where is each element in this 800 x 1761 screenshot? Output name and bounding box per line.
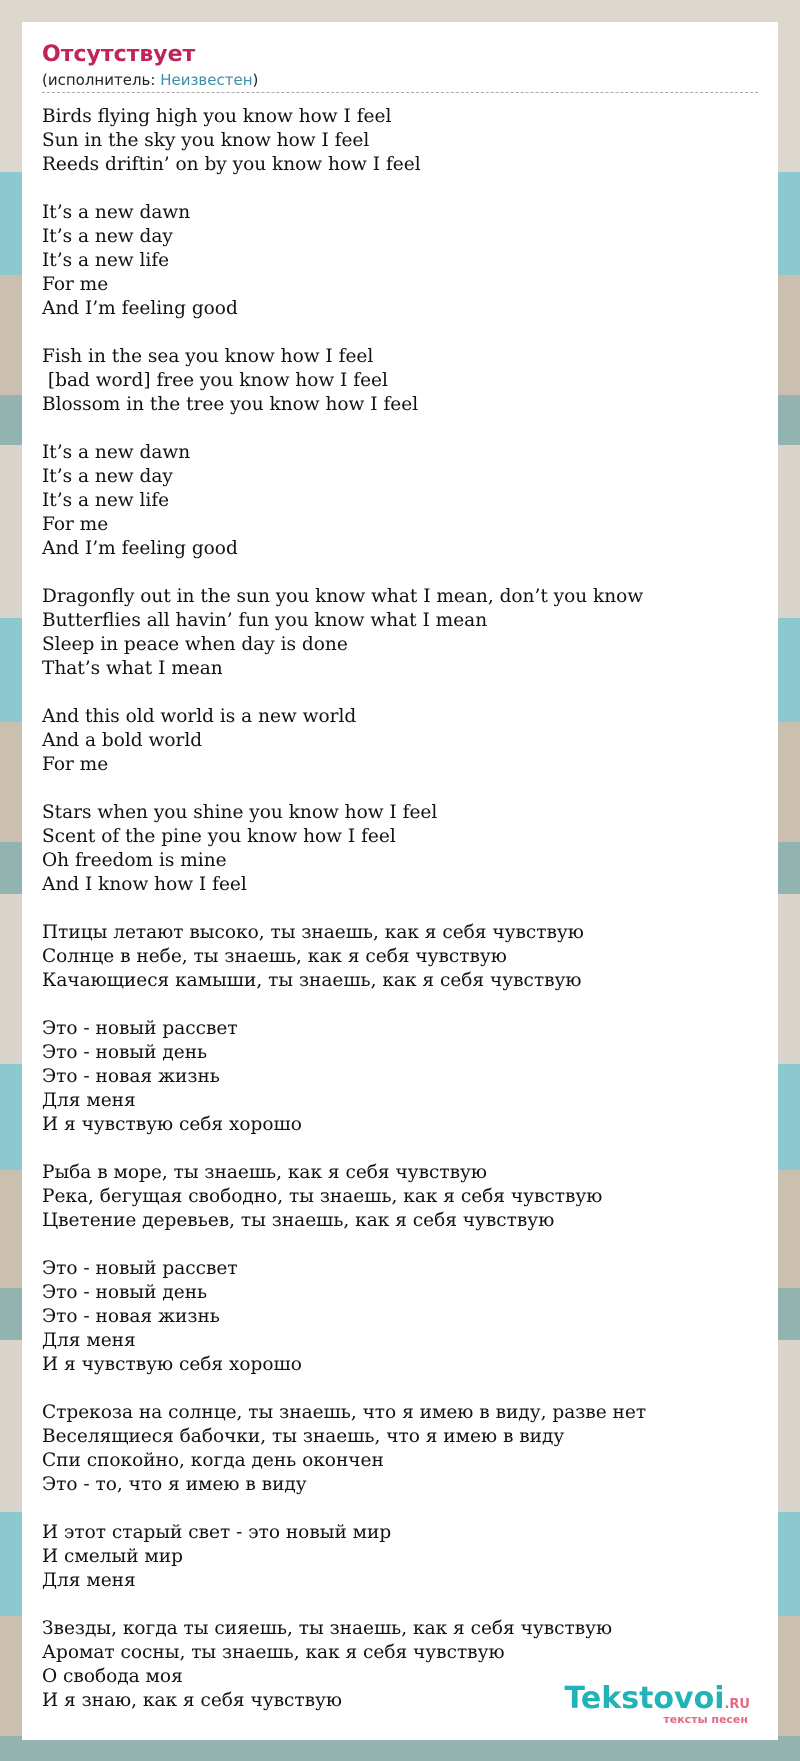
lyric-line: And I’m feeling good — [42, 298, 238, 319]
lyric-line: And this old world is a new world — [42, 706, 357, 727]
lyric-line: И смелый мир — [42, 1546, 183, 1567]
lyric-line: Dragonfly out in the sun you know what I mean, don’t you know — [42, 586, 644, 607]
lyric-line: Это - новый день — [42, 1042, 208, 1063]
lyric-line: And I know how I feel — [42, 874, 247, 895]
byline-suffix: ) — [252, 71, 259, 89]
lyric-line: Спи спокойно, когда день окончен — [42, 1450, 384, 1471]
lyrics-text — [42, 105, 758, 1713]
lyric-line: Это - новый рассвет — [42, 1018, 238, 1039]
lyric-line: И этот старый свет - это новый мир — [42, 1522, 392, 1543]
lyric-line — [42, 321, 758, 345]
lyric-line: It’s a new life — [42, 490, 170, 511]
lyric-line: For me — [42, 514, 109, 535]
lyric-line: И я чувствую себя хорошо — [42, 1354, 302, 1375]
lyric-line: Blossom in the tree you know how I feel — [42, 394, 419, 415]
artist-byline — [42, 70, 758, 93]
lyric-line: Это - новая жизнь — [42, 1066, 220, 1087]
lyric-line: Птицы летают высоко, ты знаешь, как я себя чувствую — [42, 922, 584, 943]
lyric-line — [42, 417, 758, 441]
lyric-line: Scent of the pine you know how I feel — [42, 826, 396, 847]
lyric-line: Это - то, что я имею в виду — [42, 1474, 307, 1495]
lyric-line: And a bold world — [42, 730, 203, 751]
site-logo[interactable] — [564, 1681, 750, 1726]
lyric-line: Fish in the sea you know how I feel — [42, 346, 374, 367]
lyric-line: Солнце в небе, ты знаешь, как я себя чувствую — [42, 946, 507, 967]
lyric-line: Звезды, когда ты сияешь, ты знаешь, как я себя чувствую — [42, 1618, 613, 1639]
lyric-line: Butterflies all havin’ fun you know what I mean — [42, 610, 488, 631]
lyric-line — [42, 1137, 758, 1161]
lyric-line: That’s what I mean — [42, 658, 223, 679]
lyric-line: Stars when you shine you know how I feel — [42, 802, 438, 823]
lyric-line: It’s a new day — [42, 226, 173, 247]
lyric-line: Birds flying high you know how I feel — [42, 106, 392, 127]
lyric-line — [42, 1593, 758, 1617]
lyric-line — [42, 681, 758, 705]
lyric-line: For me — [42, 274, 109, 295]
logo-name: Tekstovoi — [564, 1681, 725, 1716]
lyric-line: Веселящиеся бабочки, ты знаешь, что я имею в виду — [42, 1426, 565, 1447]
lyric-line: For me — [42, 754, 109, 775]
lyric-line: И я знаю, как я себя чувствую — [42, 1690, 343, 1711]
lyric-line: Качающиеся камыши, ты знаешь, как я себя чувствую — [42, 970, 582, 991]
lyric-line — [42, 561, 758, 585]
lyric-line: Цветение деревьев, ты знаешь, как я себя чувствую — [42, 1210, 555, 1231]
lyric-line: Река, бегущая свободно, ты знаешь, как я себя чувствую — [42, 1186, 603, 1207]
lyric-line: Для меня — [42, 1330, 136, 1351]
lyric-line: И я чувствую себя хорошо — [42, 1114, 302, 1135]
artist-link[interactable]: Неизвестен — [160, 71, 253, 89]
lyric-line: It’s a new dawn — [42, 202, 191, 223]
lyric-line — [42, 993, 758, 1017]
lyric-line — [42, 1377, 758, 1401]
lyric-line — [42, 777, 758, 801]
lyric-line — [42, 177, 758, 201]
lyric-line: It’s a new dawn — [42, 442, 191, 463]
lyric-line — [42, 1233, 758, 1257]
lyric-line: Reeds driftin’ on by you know how I feel — [42, 154, 421, 175]
lyric-line: Oh freedom is mine — [42, 850, 227, 871]
lyric-line: Аромат сосны, ты знаешь, как я себя чувствую — [42, 1642, 505, 1663]
lyric-line — [42, 1497, 758, 1521]
lyric-line: Sun in the sky you know how I feel — [42, 130, 370, 151]
lyric-line: [bad word] free you know how I feel — [42, 370, 388, 391]
logo-tagline: тексты песен — [663, 1713, 748, 1726]
lyrics-card — [22, 22, 778, 1740]
lyric-line: It’s a new day — [42, 466, 173, 487]
lyric-line: Sleep in peace when day is done — [42, 634, 348, 655]
lyric-line: Для меня — [42, 1570, 136, 1591]
byline-prefix: (исполнитель: — [42, 71, 161, 89]
song-title: Отсутствует — [42, 42, 196, 67]
lyric-line: Это - новая жизнь — [42, 1306, 220, 1327]
lyric-line: Это - новый день — [42, 1282, 208, 1303]
lyric-line: Для меня — [42, 1090, 136, 1111]
lyric-line — [42, 897, 758, 921]
lyric-line: О свобода моя — [42, 1666, 183, 1687]
lyric-line: It’s a new life — [42, 250, 170, 271]
lyric-line: And I’m feeling good — [42, 538, 238, 559]
lyric-line: Это - новый рассвет — [42, 1258, 238, 1279]
logo-tld: .RU — [724, 1697, 750, 1712]
lyric-line: Рыба в море, ты знаешь, как я себя чувствую — [42, 1162, 487, 1183]
lyric-line: Стрекоза на солнце, ты знаешь, что я имею в виду, разве нет — [42, 1402, 647, 1423]
